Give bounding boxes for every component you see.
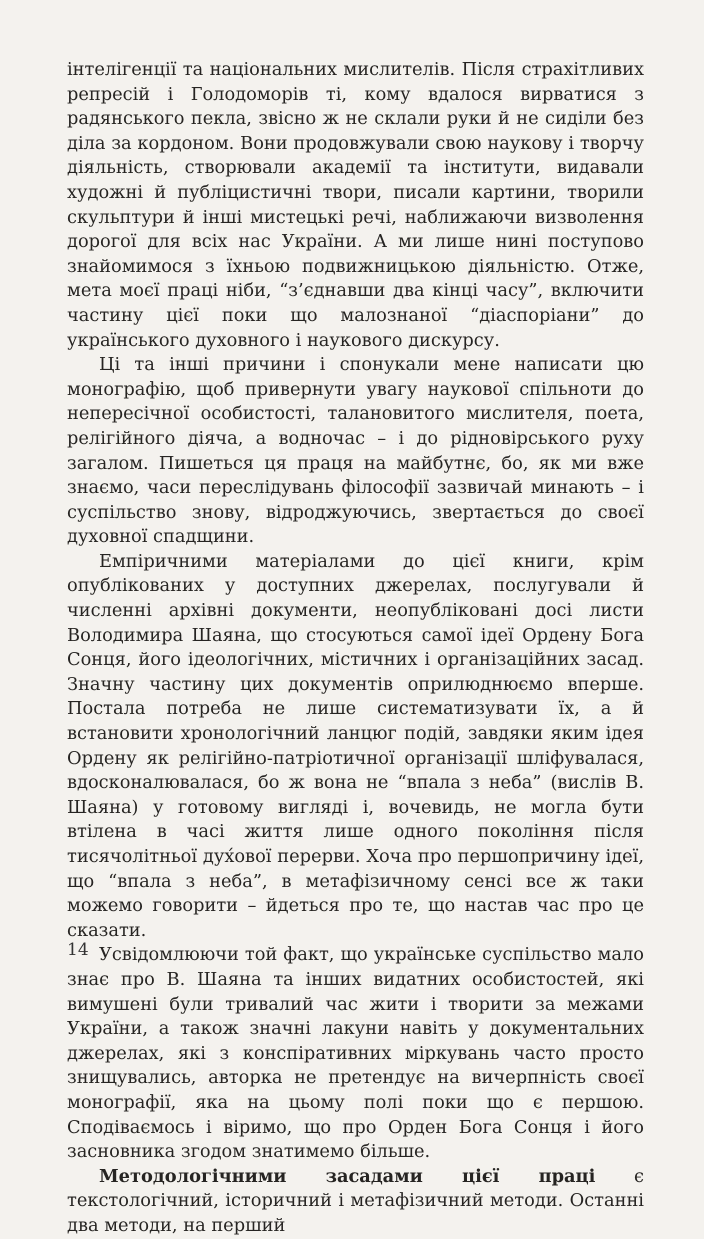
body-text: [67, 58, 644, 1239]
paragraph-1: інтелігенції та національних мислителів. Після страхітливих репресій і Голодоморів ті, кому вдалося вирватися з радянського пекла, звісно ж не склали руки й не сиділи без діла за кордоном. Вони продовжували свою наукову і творчу діяльність, створювали академії та інститути, видавали художні й публіцистичні твори, писали картини, творили скульптури й інші мистецькі речі, наближаючи визволення дорогої для всіх нас України. А ми лише нині поступово знайомимося з їхньою подвижницькою діяльністю. Отже, мета моєї праці ніби, “з’єднавши два кінці часу”, включити частину цієї поки що малознаної “діаспоріани” до українського духовного і наукового дискурсу.: [67, 59, 644, 351]
paragraph-2: Ці та інші причини і спонукали мене написати цю монографію, щоб привернути увагу наукової спільноти до непересічної особистості, талановитого мислителя, поета, релігійного діяча, а водночас – і до рідновірського руху загалом. Пишеться ця праця на майбутнє, бо, як ми вже знаємо, часи переслідувань філософії зазвичай минають – і суспільство знову, відроджуючись, звертається до своєї духовної спадщини.: [67, 354, 644, 548]
paragraph-5: [67, 1165, 644, 1239]
page-number: 14: [67, 940, 89, 960]
bold-phrase: Методологічними засадами цієї праці: [99, 1165, 596, 1187]
paragraph-4: Усвідомлюючи той факт, що українське суспільство мало знає про В. Шаяна та інших видатних особистостей, які вимушені були тривалий час жити і творити за межами України, а також значні лакуни навіть у документальних джерелах, які з конспіративних міркувань часто просто знищувались, авторка не претендує на вичерпність своєї монографії, яка на цьому полі поки що є першою. Сподіваємось і віримо, що про Орден Бога Сонця і його засновника згодом знатимемо більше.: [67, 944, 644, 1163]
paragraph-3: Емпіричними матеріалами до цієї книги, крім опублікованих у доступних джерелах, послугували й численні архівні документи, неопубліковані досі листи Володимира Шаяна, що стосуються самої ідеї Ордену Бога Сонця, його ідеологічних, містичних і організаційних засад. Значну частину цих документів оприлюднюємо вперше. Постала потреба не лише систематизувати їх, а й встановити хронологічний ланцюг подій, завдяки яким ідея Ордену як релігійно-патріотичної організації шліфувалася, вдосконалювалася, бо ж вона не “впала з неба” (вислів В. Шаяна) у готовому вигляді і, вочевидь, не могла бути втілена в часі життя лише одного покоління після тисячолітньої дух́ової перерви. Хоча про першопричину ідеї, що “впала з неба”, в метафізичному сенсі все ж таки можемо говорити – йдеться про те, що настав час про це сказати.: [67, 550, 644, 941]
paragraph-5-text: є текстологічний, історичний і метафізичний методи. Останні два методи, на перший: [67, 1165, 644, 1236]
